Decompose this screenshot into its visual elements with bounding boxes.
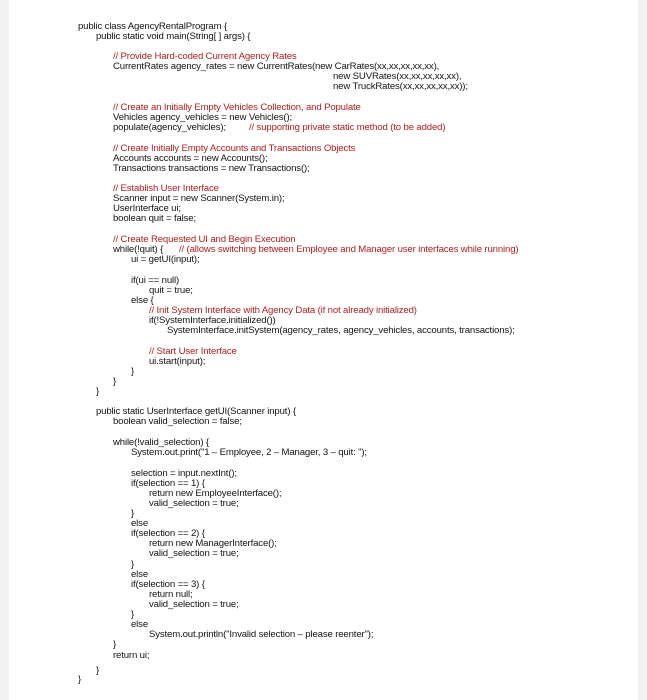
code-line: ui = getUI(input); [131,254,200,265]
code-line: System.out.println("Invalid selection – please reenter"); [149,629,374,640]
code-line: else { [131,295,154,306]
code-comment: // Create Initially Empty Accounts and Transactions Objects [113,143,356,154]
code-line: } [131,559,135,570]
code-comment: // Create an Initially Empty Vehicles Collection, and Populate [113,102,361,113]
code-line: else [131,518,148,529]
code-line: Vehicles agency_vehicles = new Vehicles(); [113,112,293,123]
code-line: new SUVRates(xx,xx,xx,xx,xx), [333,71,462,82]
code-line: System.out.print("1 – Employee, 2 – Manager, 3 – quit: "); [131,447,367,458]
code-document [9,0,638,700]
code-line: new TruckRates(xx,xx,xx,xx,xx)); [333,81,468,92]
code-line: } [78,674,82,685]
code-line: } [131,366,135,377]
code-line: if(selection == 1) { [131,478,205,489]
code-line: if(!SystemInterface.initialized()) [149,315,276,326]
code-line: return new EmployeeInterface(); [149,488,282,499]
code-line: populate(agency_vehicles); [113,122,226,133]
code-comment: // Start User Interface [149,346,237,357]
code-line: public class AgencyRentalProgram { [78,21,228,32]
code-comment: // Init System Interface with Agency Data (if not already initialized) [149,305,417,316]
code-line: } [131,508,135,519]
code-line: return null; [149,589,193,600]
code-line: public static UserInterface getUI(Scanner input) { [96,406,296,417]
code-line: } [96,386,100,397]
code-comment: // Establish User Interface [113,183,219,194]
code-line: if(selection == 3) { [131,579,205,590]
code-line: valid_selection = true; [149,599,239,610]
code-line: boolean quit = false; [113,213,196,224]
code-line: valid_selection = true; [149,498,239,509]
code-line: if(ui == null) [131,275,180,286]
code-line: valid_selection = true; [149,548,239,559]
code-line: quit = true; [149,285,193,296]
code-line: ui.start(input); [149,356,206,367]
code-line: CurrentRates agency_rates = new CurrentRates(new CarRates(xx,xx,xx,xx,xx), [113,61,440,72]
code-comment: // supporting private static method (to be added) [249,122,446,133]
code-line: } [113,376,117,387]
code-line: Transactions transactions = new Transactions(); [113,163,310,174]
code-line: UserInterface ui; [113,203,181,214]
code-comment: // (allows switching between Employee and Manager user interfaces while running) [179,244,519,255]
code-line: return new ManagerInterface(); [149,538,277,549]
code-line: selection = input.nextInt(); [131,468,237,479]
code-line: return ui; [113,650,150,661]
code-line: if(selection == 2) { [131,528,205,539]
code-line: else [131,619,148,630]
code-line: Scanner input = new Scanner(System.in); [113,193,285,204]
code-line: SystemInterface.initSystem(agency_rates, agency_vehicles, accounts, transactions); [167,325,515,336]
code-line: Accounts accounts = new Accounts(); [113,153,268,164]
code-line: public static void main(String[ ] args) { [96,31,251,42]
code-line: while(!quit) { [113,244,164,255]
code-line: } [131,609,135,620]
code-line: } [96,665,100,676]
code-line: boolean valid_selection = false; [113,416,242,427]
code-line: else [131,569,148,580]
code-comment: // Provide Hard-coded Current Agency Rates [113,51,297,62]
code-line: while(!valid_selection) { [113,437,209,448]
code-line: } [113,639,117,650]
code-comment: // Create Requested UI and Begin Execution [113,234,296,245]
